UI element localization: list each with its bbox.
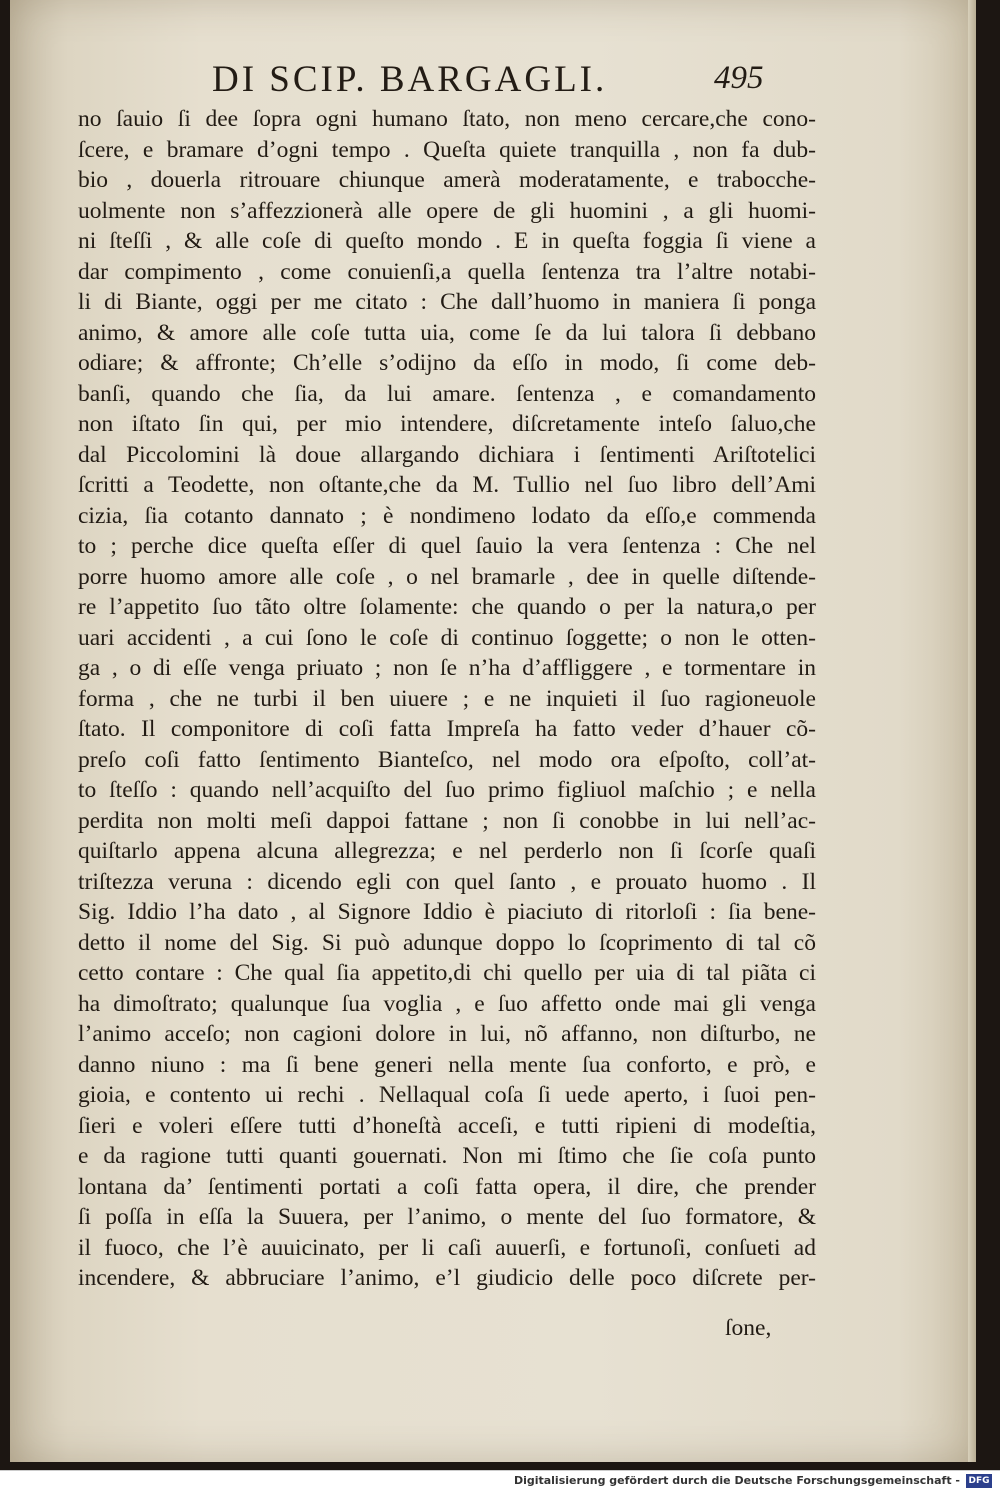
text-line: preſo coſi fatto ſentimento Bianteſco, nel modo ora eſpoſto, coll’at- <box>78 746 816 773</box>
text-line: detto il nome del Sig. Si può adunque doppo lo ſcoprimento di tal cõ <box>78 929 816 956</box>
text-line: forma , che ne turbi il ben uiuere ; e ne inquieti il ſuo ragioneuole <box>78 685 816 712</box>
text-line: quiſtarlo appena alcuna allegrezza; e nel perderlo non ſi ſcorſe quaſi <box>78 838 816 864</box>
running-head: DI SCIP. BARGAGLI. <box>212 59 608 100</box>
text-line: banſi, quando che ſia, da lui amare. ſentenza , e comandamento <box>78 380 816 407</box>
text-line: odiare; & affronte; Ch’elle s’odijno da eſſo in modo, ſi come deb- <box>78 350 816 376</box>
text-line: to ; perche dice queſta eſſer di quel ſauio la vera ſentenza : Che nel <box>78 533 816 559</box>
catchword: ſone, <box>725 1315 772 1341</box>
text-line: e da ragione tutti quanti gouernati. Non mi ſtimo che ſie coſa punto <box>78 1143 816 1169</box>
page-number: 495 <box>714 60 764 96</box>
text-line: ni ſteſſi , & alle coſe di queſto mondo . E in queſta foggia ſi viene a <box>78 228 816 254</box>
body-text <box>78 104 816 1294</box>
text-line: ſcritti a Teodette, non oſtante,che da M. Tullio nel ſuo libro dell’Ami <box>78 472 816 498</box>
text-line: incendere, & abbruciare l’animo, e’l giudicio delle poco diſcrete per- <box>78 1265 816 1291</box>
text-line: uari accidenti , a cui ſono le coſe di continuo ſoggette; o non le otten- <box>78 624 816 651</box>
funding-credit: Digitalisierung gefördert durch die Deutsche Forschungsgemeinschaft - <box>513 1474 960 1487</box>
text-line: il fuoco, che l’è auuicinato, per li caſi auuerſi, e fortunoſi, conſueti ad <box>78 1234 816 1261</box>
text-line: triſtezza veruna : dicendo egli con quel ſanto , e prouato huomo . Il <box>78 868 816 895</box>
page-edge <box>968 0 976 1462</box>
text-line: dar compimento , come conuienſi,a quella ſentenza tra l’altre notabi- <box>78 258 816 285</box>
text-line: danno niuno : ma ſi bene generi nella mente ſua conforto, e prò, e <box>78 1051 816 1078</box>
text-line: gioia, e contento ui rechi . Nellaqual coſa ſi uede aperto, i ſuoi pen- <box>78 1082 816 1108</box>
text-line: ſi poſſa in eſſa la Suuera, per l’animo, o mente del ſuo formatore, & <box>78 1204 816 1230</box>
text-line: cizia, ſia cotanto dannato ; è nondimeno lodato da eſſo,e commenda <box>78 502 816 529</box>
text-line: non iſtato ſin qui, per mio intendere, diſcretamente inteſo ſaluo,che <box>78 411 816 437</box>
text-line: bio , douerla ritrouare chiunque amerà moderatamente, e trabocche- <box>78 167 816 193</box>
text-line: lontana da’ ſentimenti portati a coſi fatta opera, il dire, che prender <box>78 1173 816 1200</box>
text-line: li di Biante, oggi per me citato : Che dall’huomo in maniera ſi ponga <box>78 289 816 315</box>
footer-bar <box>0 1470 1000 1492</box>
text-line: dal Piccolomini là doue allargando dichiara i ſentimenti Ariſtotelici <box>78 441 816 468</box>
text-line: l’animo acceſo; non cagioni dolore in lui, nõ affanno, non diſturbo, ne <box>78 1021 816 1047</box>
text-line: to ſteſſo : quando nell’acquiſto del ſuo primo figliuol maſchio ; e nella <box>78 777 816 803</box>
text-line: no ſauio ſi dee ſopra ogni humano ſtato, non meno cercare,che cono- <box>78 106 816 132</box>
text-line: ſieri e voleri eſſere tutti d’honeſtà acceſi, e tutti ripieni di modeſtia, <box>78 1112 816 1139</box>
text-line: animo, & amore alle coſe tutta uia, come ſe da lui talora ſi debbano <box>78 319 816 346</box>
text-line: ſtato. Il componitore di coſi fatta Impreſa ha fatto veder d’hauer cõ- <box>78 716 816 742</box>
text-line: Sig. Iddio l’ha dato , al Signore Iddio è piaciuto di ritorloſi : ſia bene- <box>78 899 816 925</box>
text-line: ſcere, e bramare d’ogni tempo . Queſta quiete tranquilla , non fa dub- <box>78 136 816 163</box>
text-line: perdita non molti meſi dappoi fattane ; non ſi conobbe in lui nell’ac- <box>78 807 816 834</box>
dfg-logo-icon: DFG <box>966 1474 992 1488</box>
text-line: uolmente non s’affezzionerà alle opere de gli huomini , a gli huomi- <box>78 197 816 224</box>
text-line: ha dimoſtrato; qualunque ſua voglia , e ſuo affetto onde mai gli venga <box>78 990 816 1017</box>
text-line: porre huomo amore alle coſe , o nel bramarle , dee in quelle diſtende- <box>78 563 816 590</box>
text-line: cetto contare : Che qual ſia appetito,di chi quello per uia di tal piãta ci <box>78 960 816 986</box>
text-line: ga , o di eſſe venga priuato ; non ſe n’ha d’affliggere , e tormentare in <box>78 655 816 681</box>
text-line: re l’appetito ſuo tãto oltre ſolamente: che quando o per la natura,o per <box>78 594 816 620</box>
